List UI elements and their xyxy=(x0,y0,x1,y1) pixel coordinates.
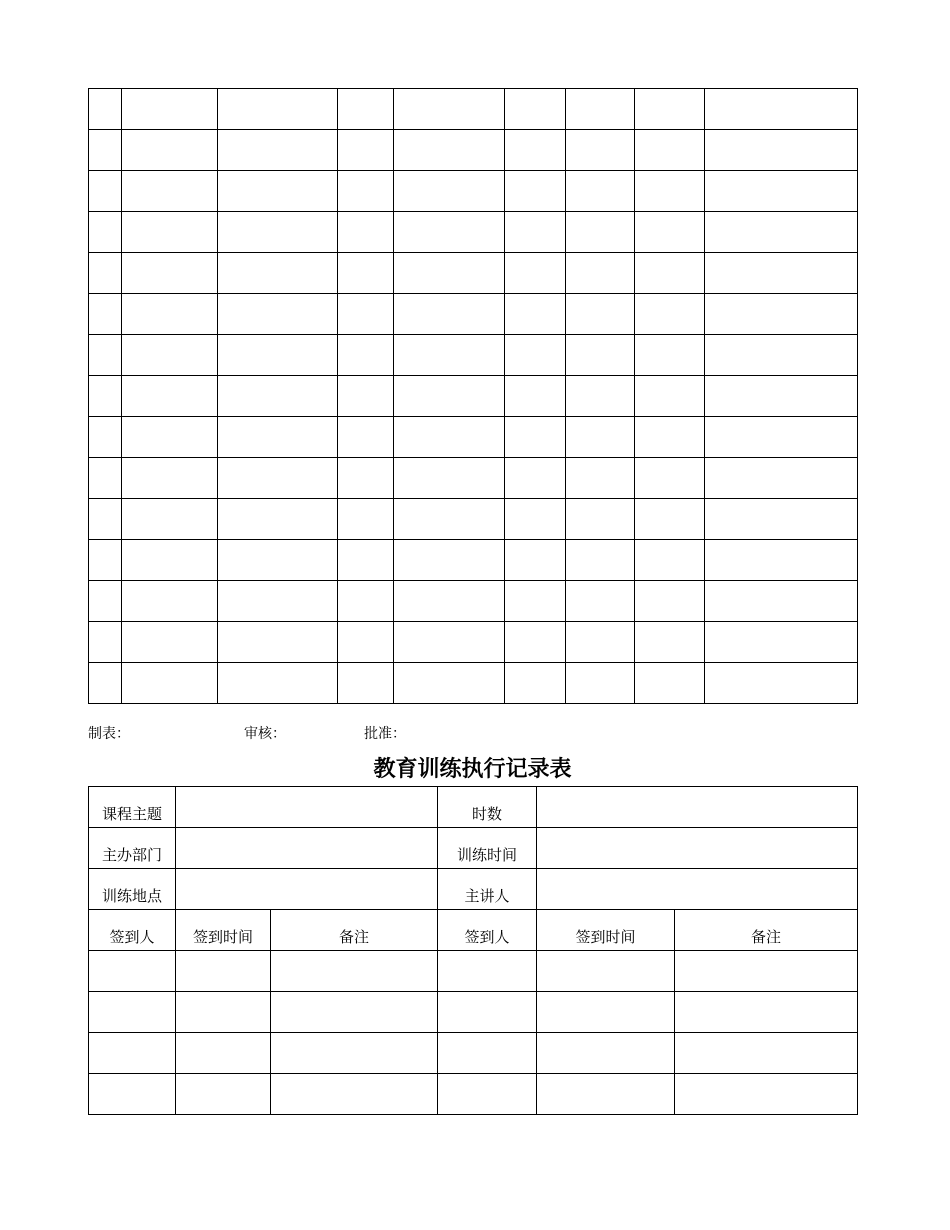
table-cell[interactable] xyxy=(218,171,338,212)
table-cell[interactable] xyxy=(705,540,858,581)
signin-person-header: 签到人 xyxy=(89,910,176,951)
table-cell[interactable] xyxy=(505,294,566,335)
table-row xyxy=(89,663,858,704)
table-cell[interactable] xyxy=(505,212,566,253)
table-row xyxy=(89,417,858,458)
signin-person-cell[interactable] xyxy=(89,951,176,992)
signin-time-cell[interactable] xyxy=(176,1074,271,1115)
table-cell[interactable] xyxy=(505,663,566,704)
remarks-cell[interactable] xyxy=(271,1033,438,1074)
table-cell[interactable] xyxy=(394,335,505,376)
table-cell[interactable] xyxy=(218,130,338,171)
table-cell[interactable] xyxy=(218,89,338,130)
table-cell[interactable] xyxy=(566,253,635,294)
remarks-cell[interactable] xyxy=(271,951,438,992)
table-cell[interactable] xyxy=(218,335,338,376)
table-row xyxy=(89,376,858,417)
table-cell[interactable] xyxy=(122,335,218,376)
table-cell[interactable] xyxy=(122,212,218,253)
course-topic-label: 课程主题 xyxy=(89,787,176,828)
table-cell[interactable] xyxy=(122,130,218,171)
table-cell[interactable] xyxy=(338,540,394,581)
table-cell[interactable] xyxy=(566,581,635,622)
table-cell[interactable] xyxy=(505,376,566,417)
table-cell[interactable] xyxy=(394,499,505,540)
table-cell[interactable] xyxy=(89,294,122,335)
table-cell[interactable] xyxy=(705,417,858,458)
table-cell[interactable] xyxy=(635,171,705,212)
table-cell[interactable] xyxy=(89,171,122,212)
table-cell[interactable] xyxy=(635,622,705,663)
table-cell[interactable] xyxy=(89,376,122,417)
table-cell[interactable] xyxy=(505,581,566,622)
signin-time-cell[interactable] xyxy=(176,1033,271,1074)
table-cell[interactable] xyxy=(89,335,122,376)
table-cell[interactable] xyxy=(505,335,566,376)
table-cell[interactable] xyxy=(338,663,394,704)
table-cell[interactable] xyxy=(394,171,505,212)
table-cell[interactable] xyxy=(218,581,338,622)
table-cell[interactable] xyxy=(218,663,338,704)
info-row-department xyxy=(89,828,858,869)
table-row xyxy=(89,540,858,581)
signin-row xyxy=(89,992,858,1033)
table-cell[interactable] xyxy=(635,294,705,335)
table-cell[interactable] xyxy=(394,540,505,581)
table-cell[interactable] xyxy=(394,458,505,499)
table-cell[interactable] xyxy=(566,417,635,458)
lecturer-label: 主讲人 xyxy=(438,869,537,910)
table-cell[interactable] xyxy=(566,622,635,663)
table-cell[interactable] xyxy=(705,458,858,499)
table-cell[interactable] xyxy=(705,171,858,212)
table-cell[interactable] xyxy=(635,253,705,294)
host-department-field[interactable] xyxy=(176,828,438,869)
table-cell[interactable] xyxy=(705,663,858,704)
table-cell[interactable] xyxy=(394,663,505,704)
table-cell[interactable] xyxy=(122,417,218,458)
table-cell[interactable] xyxy=(89,499,122,540)
table-cell[interactable] xyxy=(338,458,394,499)
table-cell[interactable] xyxy=(89,540,122,581)
table-cell[interactable] xyxy=(705,294,858,335)
table-cell[interactable] xyxy=(705,581,858,622)
table-cell[interactable] xyxy=(566,540,635,581)
table-cell[interactable] xyxy=(566,335,635,376)
signin-row xyxy=(89,1074,858,1115)
table-cell[interactable] xyxy=(218,376,338,417)
remarks-header: 备注 xyxy=(271,910,438,951)
approval-footer xyxy=(88,723,857,743)
table-cell[interactable] xyxy=(705,499,858,540)
table-cell[interactable] xyxy=(218,294,338,335)
table-cell[interactable] xyxy=(218,417,338,458)
table-cell[interactable] xyxy=(338,89,394,130)
table-cell[interactable] xyxy=(505,458,566,499)
table-cell[interactable] xyxy=(89,417,122,458)
table-cell[interactable] xyxy=(394,253,505,294)
table-cell[interactable] xyxy=(338,622,394,663)
remarks-cell[interactable] xyxy=(675,992,858,1033)
remarks-cell[interactable] xyxy=(675,1033,858,1074)
signin-time-cell[interactable] xyxy=(176,992,271,1033)
table-cell[interactable] xyxy=(89,622,122,663)
table-cell[interactable] xyxy=(705,335,858,376)
signin-person-cell[interactable] xyxy=(438,1074,537,1115)
table-cell[interactable] xyxy=(338,130,394,171)
signin-person-cell[interactable] xyxy=(89,1033,176,1074)
table-row xyxy=(89,499,858,540)
signin-person-cell[interactable] xyxy=(89,992,176,1033)
table-cell[interactable] xyxy=(122,376,218,417)
table-cell[interactable] xyxy=(635,376,705,417)
signin-time-header: 签到时间 xyxy=(537,910,675,951)
table-cell[interactable] xyxy=(122,663,218,704)
top-blank-table xyxy=(88,88,858,704)
info-row-course xyxy=(89,787,858,828)
table-cell[interactable] xyxy=(505,89,566,130)
table-cell[interactable] xyxy=(218,212,338,253)
reviewed-by-label: 审核： xyxy=(244,726,286,742)
signin-person-header: 签到人 xyxy=(438,910,537,951)
table-cell[interactable] xyxy=(218,253,338,294)
table-row xyxy=(89,89,858,130)
lecturer-field[interactable] xyxy=(537,869,858,910)
table-cell[interactable] xyxy=(394,89,505,130)
table-cell[interactable] xyxy=(566,171,635,212)
training-location-label: 训练地点 xyxy=(89,869,176,910)
signin-time-cell[interactable] xyxy=(537,992,675,1033)
table-cell[interactable] xyxy=(89,581,122,622)
table-cell[interactable] xyxy=(635,89,705,130)
signin-person-cell[interactable] xyxy=(89,1074,176,1115)
signin-person-cell[interactable] xyxy=(438,1033,537,1074)
table-cell[interactable] xyxy=(566,212,635,253)
table-row xyxy=(89,253,858,294)
table-cell[interactable] xyxy=(566,376,635,417)
hours-field[interactable] xyxy=(537,787,858,828)
course-topic-field[interactable] xyxy=(176,787,438,828)
table-cell[interactable] xyxy=(566,89,635,130)
table-cell[interactable] xyxy=(635,417,705,458)
table-cell[interactable] xyxy=(338,212,394,253)
signin-time-cell[interactable] xyxy=(537,951,675,992)
table-cell[interactable] xyxy=(635,540,705,581)
signin-person-cell[interactable] xyxy=(438,992,537,1033)
table-row xyxy=(89,458,858,499)
table-cell[interactable] xyxy=(122,622,218,663)
table-cell[interactable] xyxy=(635,335,705,376)
table-cell[interactable] xyxy=(566,663,635,704)
table-cell[interactable] xyxy=(338,581,394,622)
info-row-location xyxy=(89,869,858,910)
table-cell[interactable] xyxy=(505,622,566,663)
remarks-header: 备注 xyxy=(675,910,858,951)
table-cell[interactable] xyxy=(635,458,705,499)
table-row xyxy=(89,171,858,212)
prepared-by-label: 制表： xyxy=(88,726,130,742)
table-cell[interactable] xyxy=(89,89,122,130)
signin-row xyxy=(89,951,858,992)
signin-time-cell[interactable] xyxy=(537,1074,675,1115)
approved-by-label: 批准： xyxy=(364,726,406,742)
table-cell[interactable] xyxy=(705,622,858,663)
table-cell[interactable] xyxy=(505,499,566,540)
table-cell[interactable] xyxy=(338,171,394,212)
table-cell[interactable] xyxy=(635,663,705,704)
table-cell[interactable] xyxy=(705,212,858,253)
signin-time-cell[interactable] xyxy=(176,951,271,992)
table-cell[interactable] xyxy=(394,212,505,253)
table-row xyxy=(89,130,858,171)
table-cell[interactable] xyxy=(635,499,705,540)
training-location-field[interactable] xyxy=(176,869,438,910)
table-row xyxy=(89,581,858,622)
table-cell[interactable] xyxy=(338,417,394,458)
table-cell[interactable] xyxy=(218,458,338,499)
table-cell[interactable] xyxy=(338,499,394,540)
table-cell[interactable] xyxy=(89,458,122,499)
table-cell[interactable] xyxy=(89,212,122,253)
table-cell[interactable] xyxy=(566,294,635,335)
table-cell[interactable] xyxy=(635,212,705,253)
table-cell[interactable] xyxy=(394,130,505,171)
table-cell[interactable] xyxy=(705,253,858,294)
table-cell[interactable] xyxy=(338,253,394,294)
table-cell[interactable] xyxy=(394,622,505,663)
table-cell[interactable] xyxy=(338,294,394,335)
table-cell[interactable] xyxy=(566,130,635,171)
table-cell[interactable] xyxy=(122,581,218,622)
table-cell[interactable] xyxy=(122,458,218,499)
table-row xyxy=(89,294,858,335)
training-time-label: 训练时间 xyxy=(438,828,537,869)
table-cell[interactable] xyxy=(394,294,505,335)
table-row xyxy=(89,212,858,253)
table-cell[interactable] xyxy=(505,417,566,458)
signin-time-header: 签到时间 xyxy=(176,910,271,951)
remarks-cell[interactable] xyxy=(675,951,858,992)
remarks-cell[interactable] xyxy=(675,1074,858,1115)
table-cell[interactable] xyxy=(705,89,858,130)
table-cell[interactable] xyxy=(505,253,566,294)
table-cell[interactable] xyxy=(122,540,218,581)
table-cell[interactable] xyxy=(394,376,505,417)
table-cell[interactable] xyxy=(89,663,122,704)
table-cell[interactable] xyxy=(338,335,394,376)
table-row xyxy=(89,622,858,663)
table-cell[interactable] xyxy=(89,130,122,171)
table-cell[interactable] xyxy=(218,499,338,540)
table-cell[interactable] xyxy=(122,171,218,212)
table-cell[interactable] xyxy=(122,89,218,130)
table-row xyxy=(89,335,858,376)
table-cell[interactable] xyxy=(89,253,122,294)
host-department-label: 主办部门 xyxy=(89,828,176,869)
table-cell[interactable] xyxy=(635,581,705,622)
table-cell[interactable] xyxy=(218,622,338,663)
hours-label: 时数 xyxy=(438,787,537,828)
signin-time-cell[interactable] xyxy=(537,1033,675,1074)
table-cell[interactable] xyxy=(394,581,505,622)
form-title: 教育训练执行记录表 xyxy=(373,757,572,782)
table-cell[interactable] xyxy=(566,499,635,540)
signin-header-row xyxy=(89,910,858,951)
table-cell[interactable] xyxy=(566,458,635,499)
table-cell[interactable] xyxy=(705,376,858,417)
remarks-cell[interactable] xyxy=(271,992,438,1033)
table-cell[interactable] xyxy=(505,171,566,212)
table-cell[interactable] xyxy=(122,253,218,294)
signin-person-cell[interactable] xyxy=(438,951,537,992)
training-time-field[interactable] xyxy=(537,828,858,869)
signin-row xyxy=(89,1033,858,1074)
table-cell[interactable] xyxy=(635,130,705,171)
remarks-cell[interactable] xyxy=(271,1074,438,1115)
table-cell[interactable] xyxy=(705,130,858,171)
table-cell[interactable] xyxy=(394,417,505,458)
table-cell[interactable] xyxy=(505,540,566,581)
table-cell[interactable] xyxy=(122,499,218,540)
table-cell[interactable] xyxy=(122,294,218,335)
table-cell[interactable] xyxy=(218,540,338,581)
table-cell[interactable] xyxy=(505,130,566,171)
training-record-table xyxy=(88,786,858,1115)
table-cell[interactable] xyxy=(338,376,394,417)
